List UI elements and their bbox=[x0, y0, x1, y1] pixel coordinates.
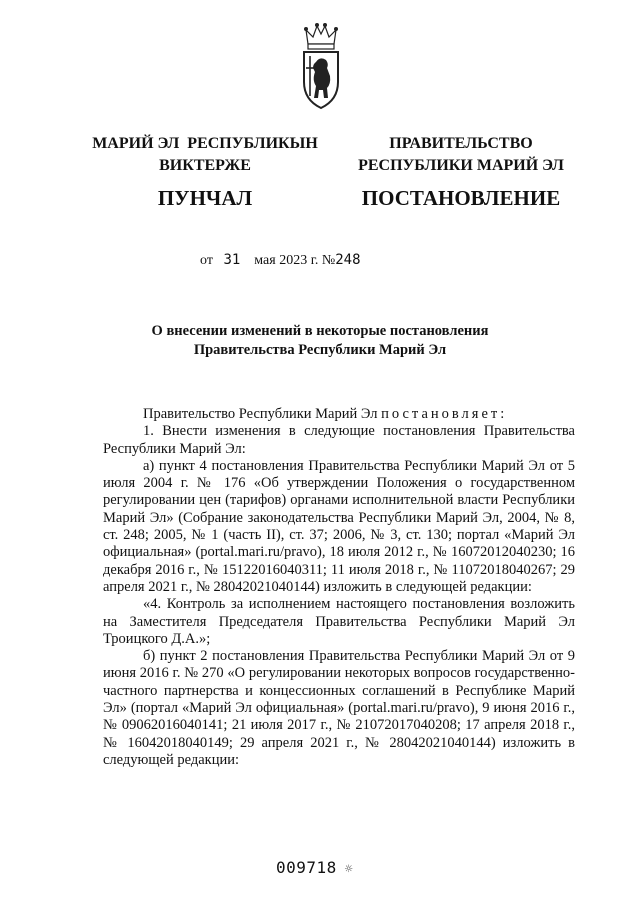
date-day: 31 bbox=[223, 252, 241, 268]
paragraph-b: б) пункт 2 постановления Правительства Республики Марий Эл от 9 июня 2016 г. № 270 «О регулировании некоторых вопросов государственно-частного партнерства и концессионных соглашений в Республике Марий Эл» (портал «Марий Эл официальная» (portal.mari.ru/pravo), 9 июня 2016 г., № 09062016040141; 21 июля 2017 г., № 21072017040208; 17 апреля 2018 г., № 16042018040149; 29 апреля 2021 г., № 28042021040144) изложить в следующей редакции: bbox=[103, 648, 575, 768]
date-prefix: от bbox=[200, 253, 213, 268]
header-right bbox=[356, 133, 566, 211]
footer-serial bbox=[276, 858, 353, 877]
intro-verb: постановляет: bbox=[381, 406, 508, 422]
title-line2: Правительства Республики Марий Эл bbox=[193, 342, 447, 358]
intro-paragraph bbox=[103, 406, 575, 423]
header-left-line1: МАРИЙ ЭЛ РЕСПУБЛИКЫН bbox=[92, 135, 318, 152]
serial-number: 009718 bbox=[276, 858, 337, 877]
date-line bbox=[200, 252, 440, 269]
coat-of-arms-emblem bbox=[298, 20, 344, 116]
document-title bbox=[100, 322, 540, 360]
header-left-line2: ВИКТЕРЖЕ bbox=[159, 157, 251, 174]
date-month-year: мая 2023 г. № bbox=[254, 253, 336, 268]
header-right-line1: ПРАВИТЕЛЬСТВО bbox=[389, 135, 533, 152]
header-right-doc-type: ПОСТАНОВЛЕНИЕ bbox=[361, 186, 561, 210]
intro-prefix: Правительство Республики Марий Эл bbox=[143, 406, 378, 422]
paragraph-1: 1. Внести изменения в следующие постановления Правительства Республики Марий Эл: bbox=[103, 423, 575, 457]
title-line1: О внесении изменений в некоторые постановления bbox=[151, 323, 489, 339]
paragraph-quote: «4. Контроль за исполнением настоящего постановления возложить на Заместителя Председателя Правительства Республики Марий Эл Троицкого Д.А.»; bbox=[103, 596, 575, 647]
document-body bbox=[103, 406, 575, 769]
paragraph-a: а) пункт 4 постановления Правительства Республики Марий Эл от 5 июля 2004 г. № 176 «Об утверждении Положения о государственном регулировании цен (тарифов) органами исполнительной власти Республики Марий Эл» (Собрание законодательства Республики Марий Эл, 2004, № 8, ст. 248; 2005, № 1 (часть II), ст. 37; 2006, № 3, ст. 130; портал «Марий Эл официальная» (portal.mari.ru/pravo), 18 июля 2012 г., № 16072012040230; 16 декабря 2016 г., № 15122016040311; 11 июля 2018 г., № 11072018040267; 29 апреля 2021 г., № 28042021040144) изложить в следующей редакции: bbox=[103, 457, 575, 595]
sun-mark-icon: ☼ bbox=[344, 862, 354, 877]
header-left bbox=[90, 133, 320, 211]
document-number: 248 bbox=[335, 252, 361, 268]
header-left-doc-type: ПУНЧАЛ bbox=[157, 186, 253, 210]
header-right-line2: РЕСПУБЛИКИ МАРИЙ ЭЛ bbox=[358, 157, 564, 174]
